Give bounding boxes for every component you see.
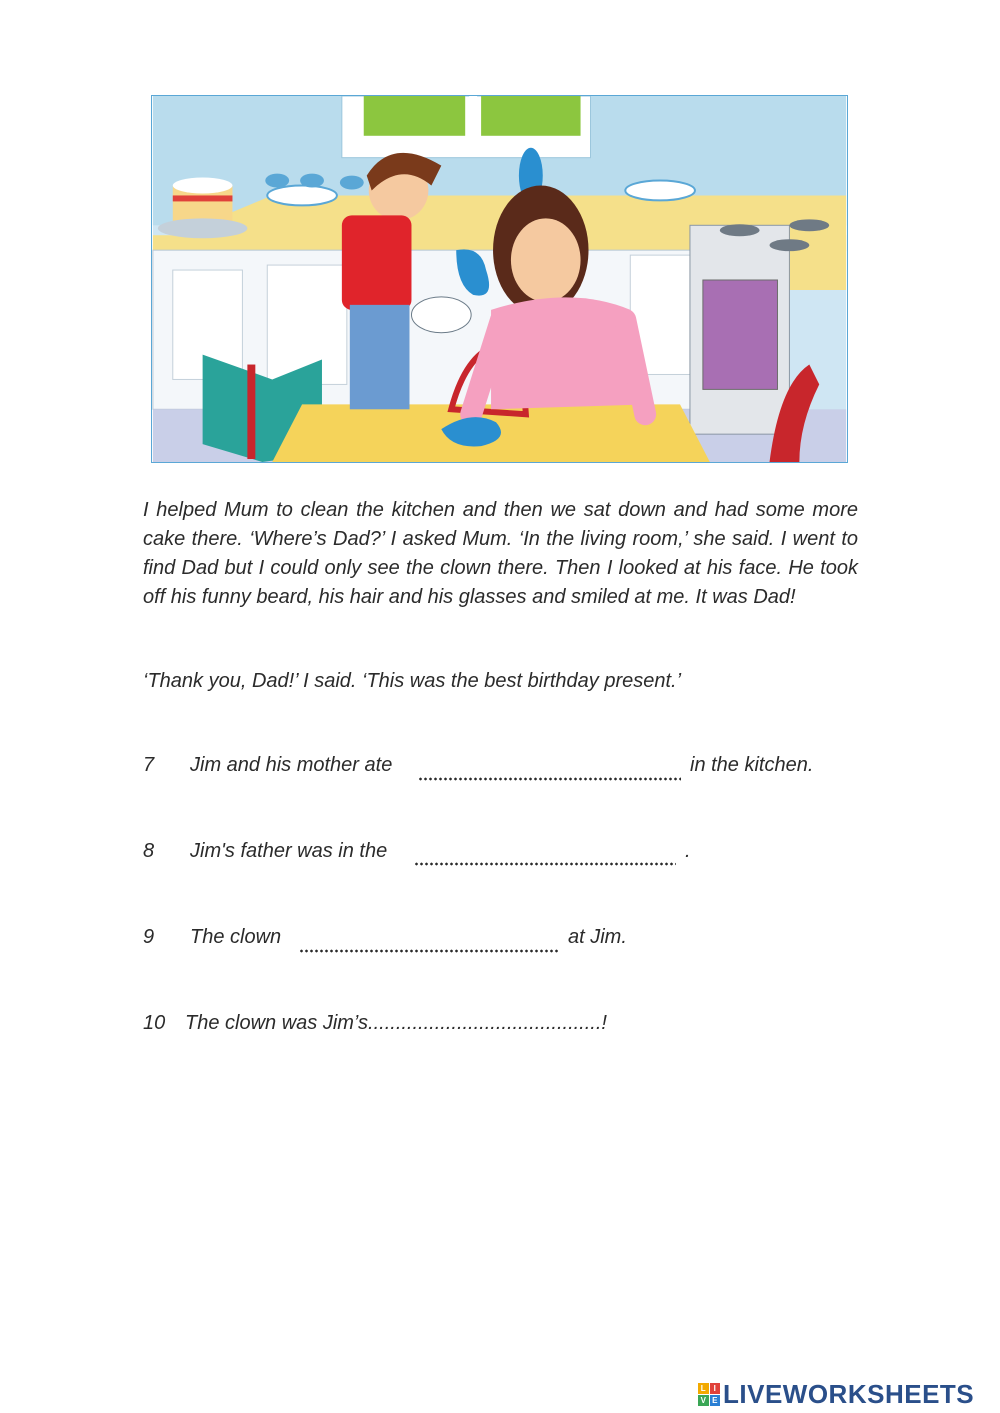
question-number: 8 <box>143 840 155 862</box>
question-9-after <box>568 926 627 949</box>
story-paragraph-1-text: I helped Mum to clean the kitchen and then we sat down and had some more cake there. ‘Where’s Dad?’ I asked Mum. ‘In the living room,’ she said. I went to find Dad but I could only see the clown there. Then I looked at his face. He took off his funny beard, his hair and his glasses and smiled at me. It was Dad! <box>143 499 858 608</box>
question-8-after <box>685 840 691 863</box>
question-text-after: . <box>685 840 691 862</box>
kitchen-illustration <box>151 95 848 463</box>
question-number: 10 <box>143 1012 166 1034</box>
kitchen-scene-svg <box>152 96 847 462</box>
liveworksheets-logo-icon <box>698 1383 720 1405</box>
answer-blank-8[interactable] <box>414 862 676 866</box>
story-paragraph-1 <box>143 496 858 612</box>
question-10 <box>143 1012 607 1035</box>
question-7 <box>143 754 392 777</box>
question-text-before: Jim's father was in the <box>190 840 388 862</box>
answer-blank-7[interactable] <box>418 777 681 781</box>
question-text-after: in the kitchen. <box>690 754 814 776</box>
question-7-after <box>690 754 813 777</box>
question-text-before: The clown was Jim’s <box>185 1012 369 1034</box>
answer-blank-10[interactable]: ..........................................! <box>368 1012 607 1034</box>
logo-letter-v: V <box>698 1395 709 1406</box>
question-9 <box>143 926 281 949</box>
story-paragraph-2-text: ‘Thank you, Dad!’ I said. ‘This was the best birthday present.’ <box>143 670 682 692</box>
logo-letter-i: I <box>710 1383 721 1394</box>
question-number: 7 <box>143 754 155 776</box>
story-paragraph-2 <box>143 667 858 696</box>
question-8 <box>143 840 387 863</box>
question-number: 9 <box>143 926 155 948</box>
liveworksheets-brand-text: LIVEWORKSHEETS <box>723 1378 975 1409</box>
question-text-after: at Jim. <box>568 926 627 948</box>
logo-letter-e: E <box>710 1395 721 1406</box>
answer-blank-9[interactable] <box>299 949 559 953</box>
question-text-before: The clown <box>190 926 282 948</box>
liveworksheets-logo[interactable] <box>698 1378 974 1410</box>
question-text-before: Jim and his mother ate <box>190 754 393 776</box>
logo-letter-l: L <box>698 1383 709 1394</box>
